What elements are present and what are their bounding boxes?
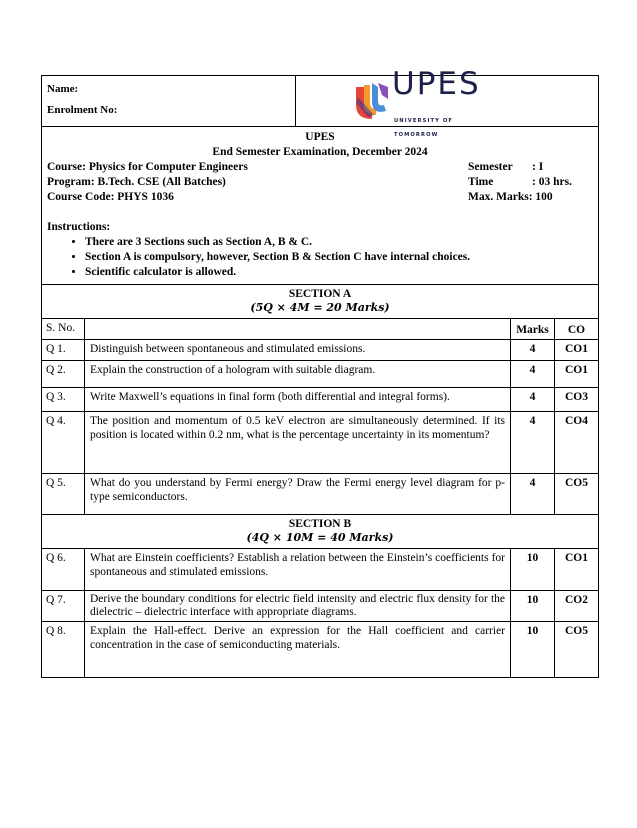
marks-header: Marks [511,319,555,340]
question-text: Derive the boundary conditions for electric field intensity and electric flux density for the dielectric – dielectric interface with appropriate diagrams. [85,591,511,622]
instruction-item: • Scientific calculator is allowed. [85,265,593,280]
time-value: : 03 hrs. [532,176,572,188]
co-header: CO [555,319,599,340]
question-co: CO1 [555,549,599,591]
enrolment-label: Enrolment No: [47,104,118,116]
question-co: CO1 [555,361,599,388]
semester-label: Semester [468,161,513,173]
table-row [42,388,599,412]
table-row [42,361,599,388]
question-number: Q 7. [42,591,85,622]
student-info-cell [42,76,296,127]
section-b-title: SECTION B [288,518,352,530]
question-co: CO3 [555,388,599,412]
exam-title: End Semester Examination, December 2024 [212,146,428,158]
university-name: UPES [305,131,335,143]
question-header [85,319,511,340]
course-code: Course Code: PHYS 1036 [47,191,174,203]
question-number: Q 2. [42,361,85,388]
question-marks: 4 [511,412,555,474]
course-name: Course: Physics for Computer Engineers [47,161,248,173]
program-name: Program: B.Tech. CSE (All Batches) [47,176,226,188]
question-text: The position and momentum of 0.5 keV electron are simultaneously determined. If its position is located within 0.2 nm, what is the percentage uncertainty in its momentum? [85,412,511,474]
logo-cell [296,66,599,138]
exam-paper [41,66,598,678]
question-text: Explain the construction of a hologram with suitable diagram. [85,361,511,388]
logo-wordmark: UPES [392,66,481,102]
sno-header: S. No. [42,319,85,340]
table-row [42,412,599,474]
time-label: Time [468,176,494,188]
question-text: Distinguish between spontaneous and stimulated emissions. [85,340,511,361]
semester-value: : I [532,161,544,173]
max-marks: Max. Marks: 100 [468,191,553,203]
question-number: Q 6. [42,549,85,591]
exam-info-cell [42,127,599,285]
instruction-item: • There are 3 Sections such as Section A, B & C. [85,235,593,250]
question-marks: 10 [511,622,555,678]
question-marks: 10 [511,591,555,622]
table-row [42,340,599,361]
question-marks: 10 [511,549,555,591]
question-text: What do you understand by Fermi energy? Draw the Fermi energy level diagram for p-type semiconductors. [85,474,511,515]
instructions-list [47,235,593,280]
question-marks: 4 [511,361,555,388]
section-a-heading [42,285,599,319]
table-row [42,474,599,515]
question-marks: 4 [511,474,555,515]
question-co: CO5 [555,474,599,515]
section-a-title: SECTION A [288,288,352,300]
question-number: Q 8. [42,622,85,678]
question-co: CO2 [555,591,599,622]
section-b-heading [42,515,599,549]
section-b-marks-formula: (4Q × 10M = 40 Marks) [246,531,394,544]
table-row [42,591,599,622]
question-marks: 4 [511,340,555,361]
question-marks: 4 [511,388,555,412]
question-number: Q 3. [42,388,85,412]
table-row [42,549,599,591]
exam-table [41,66,599,678]
question-co: CO1 [555,340,599,361]
question-text: Explain the Hall-effect. Derive an expression for the Hall coefficient and carrier concentration in the case of semiconducting materials. [85,622,511,678]
question-co: CO5 [555,622,599,678]
name-label: Name: [47,83,79,95]
question-number: Q 4. [42,412,85,474]
upes-logo [354,66,484,138]
section-a-marks-formula: (5Q × 4M = 20 Marks) [250,301,390,314]
instructions-heading: Instructions: [47,221,111,233]
question-number: Q 5. [42,474,85,515]
table-row [42,622,599,678]
logo-tagline: UNIVERSITY OF TOMORROW [394,118,454,138]
question-text: Write Maxwell’s equations in final form (both differential and integral forms). [85,388,511,412]
question-number: Q 1. [42,340,85,361]
question-text: What are Einstein coefficients? Establish a relation between the Einstein’s coefficients for spontaneous and stimulated emissions. [85,549,511,591]
instruction-item: • Section A is compulsory, however, Section B & Section C have internal choices. [85,250,593,265]
question-co: CO4 [555,412,599,474]
upes-emblem-icon [354,81,390,121]
